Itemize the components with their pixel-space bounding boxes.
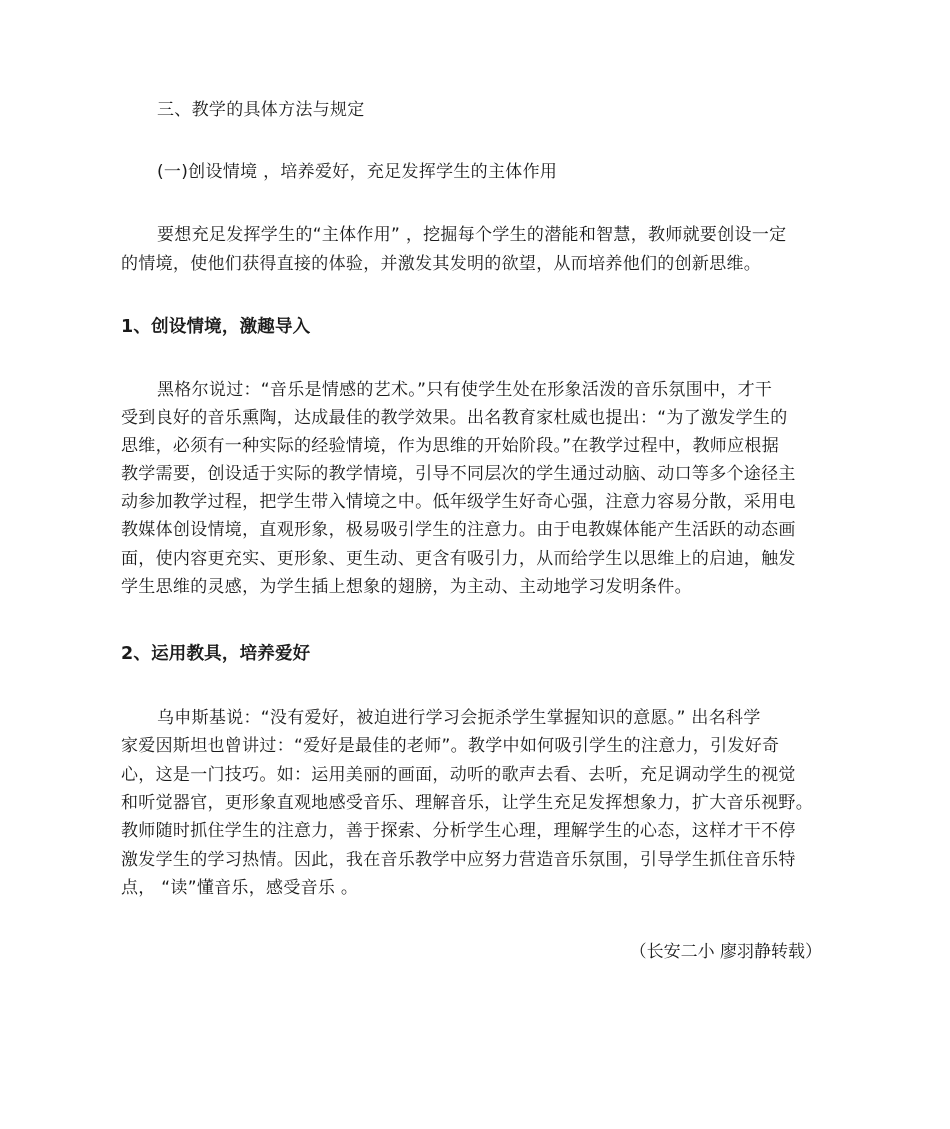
- paragraph-line: 教师随时抓住学生的注意力，善于探索、分析学生心理，理解学生的心态，这样才干不停: [121, 821, 796, 841]
- paragraph-line: 要想充足发挥学生的“主体作用” ，挖掘每个学生的潜能和智慧，教师就要创设一定: [157, 225, 787, 245]
- paragraph-line: 学生思维的灵感，为学生插上想象的翅膀，为主动、主动地学习发明条件。: [121, 577, 692, 597]
- paragraph-line: 家爱因斯坦也曾讲过：“爱好是最佳的老师”。教学中如何吸引学生的注意力，引发好奇: [121, 736, 780, 756]
- paragraph-line: 黑格尔说过：“音乐是情感的艺术。”只有使学生处在形象活泼的音乐氛围中，才干: [157, 380, 773, 400]
- paragraph-line: 和听觉器官，更形象直观地感受音乐、理解音乐，让学生充足发挥想象力，扩大音乐视野。: [121, 793, 813, 813]
- subsection-title: (一)创设情境 ，培养爱好，充足发挥学生的主体作用: [157, 162, 558, 182]
- paragraph-line: 教媒体创设情境，直观形象，极易吸引学生的注意力。由于电教媒体能产生活跃的动态画: [121, 520, 796, 540]
- paragraph-line: 的情境，使他们获得直接的体验，并激发其发明的欲望，从而培养他们的创新思维。: [121, 254, 762, 274]
- heading-1: 1、创设情境，激趣导入: [121, 317, 311, 337]
- signature: （长安二小 廖羽静转载）: [629, 942, 822, 962]
- paragraph-line: 激发学生的学习热情。因此，我在音乐教学中应努力营造音乐氛围，引导学生抓住音乐特: [121, 850, 796, 870]
- paragraph-line: 动参加教学过程，把学生带入情境之中。低年级学生好奇心强，注意力容易分散，采用电: [121, 492, 796, 512]
- paragraph-line: 点， “读”懂音乐，感受音乐 。: [121, 878, 359, 898]
- paragraph-line: 思维，必须有一种实际的经验情境，作为思维的开始阶段。”在教学过程中，教师应根据: [121, 436, 780, 456]
- paragraph-line: 教学需要，创设适于实际的教学情境，引导不同层次的学生通过动脑、动口等多个途径主: [121, 464, 796, 484]
- paragraph-line: 面，使内容更充实、更形象、更生动、更含有吸引力，从而给学生以思维上的启迪，触发: [121, 549, 796, 569]
- paragraph-line: 心，这是一门技巧。如：运用美丽的画面，动听的歌声去看、去听，充足调动学生的视觉: [121, 765, 796, 785]
- paragraph-line: 乌申斯基说：“没有爱好，被迫进行学习会扼杀学生掌握知识的意愿。” 出名科学: [157, 708, 761, 728]
- paragraph-line: 受到良好的音乐熏陶，达成最佳的教学效果。出名教育家杜威也提出：“为了激发学生的: [121, 408, 788, 428]
- section-title: 三、教学的具体方法与规定: [157, 100, 365, 120]
- heading-2: 2、运用教具，培养爱好: [121, 644, 311, 664]
